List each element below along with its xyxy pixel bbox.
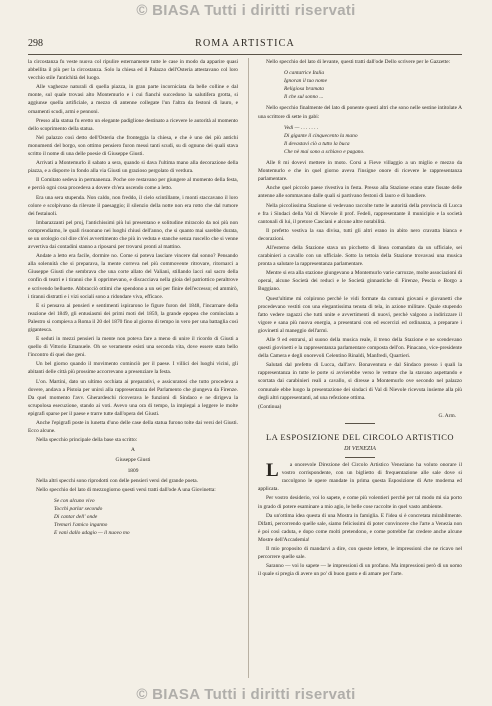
- paragraph: Il mio proposito di mandarvi a dire, con queste lettere, le impressioni che ne ricavo nel percorrere quelle sale.: [258, 545, 462, 561]
- paragraph-text: a onorevole Direzione del Circolo Artistico Veneziano ha voluto onorare il vostro corrispondente, con un biglietto di frequentazione alle sale dove si raccolgono le opere mandate in prima questa Esposizione di Arte moderna ed applicata.: [258, 462, 462, 493]
- left-column: [28, 58, 238, 682]
- paragraph: E seduti in mezzi pensieri la mente non poteva fare a meno di unire il ricordo di Giusti a quello di Vittorio Emanuele. Oh se veramente esisti una seconda vita, dove essere stato bello l'incontro di quei due geni.: [28, 336, 238, 359]
- article-signature: G. Arm.: [438, 412, 456, 419]
- paragraph: Arrivati a Montemurlo il sabato a sera, quando si dava l'ultima mano alla decorazione della piazza, e a disporre in fondo alla via Giusti un grazioso pergolato di verdura.: [28, 160, 238, 175]
- drop-cap: L: [266, 460, 279, 482]
- paragraph: Alle vaghezze naturali di quella piazza, in gran parte incorniciata da belle colline e dal monte, sul quale trovasi alto Montemurlo e i cui fianchi succedono la salutifera grotta, si aggiunse quella artificiale, a mezzo di antenne collegate l'un l'altra da festoni di lauro, e ornamenti scudi, armi e pennoni.: [28, 84, 238, 115]
- paragraph: [258, 461, 462, 493]
- poem-verses: [54, 497, 238, 537]
- poem-line: Ignoran il tuo nome: [284, 78, 327, 85]
- paragraph: la circostanza fu veste nuova col ripulire esternamente tutte le case in modo da apparire quasi abbellita il più per la circostanza. Solo la chiesa ed il Palazzo dell'Osteria attestavano col loro vecchio stile l'antichità del luogo.: [28, 59, 238, 82]
- paragraph: Anche l'epigrafi poste in lunetta d'uno delle case della statua furono tolte dai versi del Giusti. Ecco alcune.: [28, 420, 238, 435]
- paragraph: Nella specchio principale della base sta scritto:: [36, 437, 138, 444]
- poem-verses: [284, 124, 462, 156]
- poem-line: Di cantar dell' onde: [54, 513, 98, 520]
- section-rule: [345, 457, 375, 458]
- paragraph: Per vostro desiderio, voi lo sapete, e come più volentieri perchè per tal modo mi sia porto in grado di potere esaminare a mio agio, le belle cose raccolte in quel vasto ambiente.: [258, 495, 462, 510]
- poem-line: O cantatrice Italia: [284, 70, 325, 77]
- inscription-letter: A: [131, 447, 135, 454]
- poem-line: Il che sul sonno ...: [284, 94, 324, 101]
- poem-line: Tremari l'amico inganno: [54, 522, 108, 529]
- paragraph: All'esterno della Stazione stava un picchetto di linea comandato da un ufficiale, sei carabinieri a cavallo con un ufficiale. Sotto la tettoia della Stazione trovavasi una musica pronta a salutare la rappresentanza parlamentare.: [258, 244, 462, 268]
- page-header: [28, 38, 462, 52]
- paragraph: Nello specchio del lato di mezzogiorno questi versi tratti dall'ode A una Giovinetta:: [36, 486, 216, 493]
- paragraph: Quest'ultime mi colpirono perchè le vidi formate da comuni giovani e giovanetti che procedevano vestiti con una elegantissima tenuta di tela, in azione militare. Quale stupendo fatto vedere ragazzi che tutti unite e avvertimenti di nuovi, perchè valgono a indirizzare il vigore e sana più nuova energia, a presentarsi con ed escercizi ed ordinanza, a preparare i giovinetti al maneggio dell'armi.: [258, 295, 462, 334]
- inscription-year: 1809: [127, 467, 139, 474]
- paragraph: Saranno — voi lo sapete — le impressioni di un profano. Ma impressioni però di un uomo il quale si pregia di avere un po' di buon gusto e di amare per l'arte.: [258, 563, 462, 578]
- watermark-bottom: © BIASA Tutti i diritti riservati: [136, 686, 356, 703]
- paragraph: Nel palazzo così detto dell'Osteria che fronteggia la chiesa, e che è uno dei più antichi monumenti del borgo, son ottimo pensiero furon messi tanti scudi, su di ognuno dei quali stava scritto il nome di una delle poesie di Giuseppe Giusti.: [28, 134, 238, 158]
- inscription-name: Giuseppe Giusti: [115, 457, 151, 464]
- paragraph: Nello specchio finalmente del lato di ponente questi altri che sono nelle sestine intitolate A una scrittore di sette in gabi:: [258, 105, 462, 120]
- poem-line: Di gigante il cinquecento la mano: [284, 132, 358, 139]
- paragraph: Il Comitato sedeva in permanenza. Poche ore restavano per giungere al momento della festa, e perciò ogni cosa procedeva a dovere ch'era uscendo come a letto.: [28, 177, 238, 192]
- section-rule: [345, 423, 375, 424]
- paragraph: E si pensava ai pensieri e sentimenti ispirarono le figure furon del 1848, l'incarnare della reazione del 1849, gli entusiasmi dei primi moti del 1859, la grande epopea che cominciata a Palestro si compieva a Roma il 20 del 1870 fino al giorno di tempo in vero per una battaglia così gigantesca.: [28, 302, 238, 333]
- paragraph: Nella piccolissima Stazione si vedevano raccolte tutte le autorità della provincia di Lucca e fra i Sindaci della Val di Nievole il prof. Fedeli, rappresentante il municipio e la società cantonali di lui, il pretore Casciani e alcune altre notabilità.: [258, 202, 462, 225]
- paragraph: Mentre si era alla stazione giungevano a Montemurlo varie carrozze, molte associazioni di operai, alcune Società dei reduci e le Società ginnastiche di Firenze, Pescia e Borgo a Buggiano.: [258, 270, 462, 293]
- poem-line: Vedi — . . . . . . .: [284, 124, 319, 131]
- poem-verses: [284, 69, 462, 101]
- poem-line: Se con alcuno vivo: [54, 497, 95, 504]
- paragraph: Presso alla statua fu eretto un elegante padiglione destinato a ricevere le autorità al momento dello scoprimento della statua.: [28, 117, 238, 132]
- poem-line: Che nè mai sono a schiavo e pagano.: [284, 148, 365, 155]
- poem-line: Tocchi parlar secondo: [54, 505, 103, 512]
- column-divider: [248, 58, 249, 678]
- paragraph: Da un'ottima idea questa di una Mostra in famiglia. E l'idea si è concretata mirabilmente. Difatti, percorrendo quelle sale, siamo felicissimi di poter convincere che l'arte a Venezia non è poi così caduta, e dopo come molti pretendono, e come potrebbe far credere anche alcune Mostre dell'Accademia!: [258, 512, 462, 543]
- paragraph: Era una sera stupenda. Non caldo, non freddo, il cielo scintillante, i monti staccavano il loro colore e scolpivano da rilevate il paesaggio; il silenzio della notte non era rotto che dal rumore dei festaiuoli.: [28, 194, 238, 217]
- watermark-top: © BIASA Tutti i diritti riservati: [136, 2, 356, 19]
- paragraph: Salutati dal prefetto di Lucca, dall'avv. Bonaventura e dal Sindaco presso i quali la rappresentanza in tutte le porte si avvierebbe verso le vetture che la stavano aspettando e scortata dai carabinieri reali a cavallo, si diresse a Montemurlo ove secondo nel palazzo comunale ebbe luogo la presentazione dei sindaci di Val di Nievole ricevuta insieme alla più degli altri rappresentanti, ad una refezione ottima.: [258, 362, 462, 401]
- poem-line: Religiosa bramata: [284, 86, 324, 93]
- paragraph: Il prefetto vestiva la sua divisa, tutti gli altri erano in abito nero cravatta bianca e decorazioni.: [258, 227, 462, 242]
- right-column: [258, 58, 462, 682]
- paragraph: L'on. Martini, dato un ultimo occhiata ai preparativi, e assicuratosi che tutto procedeva a dovere, andava a Pistoia per unirsi alla rappresentanza del Parlamento che giungeva da Firenze. Da quel momento l'avv. Gherardeschi ricoverava le funzioni di Sindaco e ne dirigeva la scrupolosa esecuzione, stando ai voti. Avevo una ora di tempo, la impiegai a leggere le molte epigrafi sparse per il paese e trarre tutte dall'opera del Giusti.: [28, 378, 238, 417]
- paragraph: Alle 9 ed entrarsi, al suono della musica reale, il treno della Stazione e ne scendevano questi giovinetti e la rappresentanza parlamentare composta dell'on. Pinacano, vice-presidente della Camera e degli onorevoli Celentino Rinaldi, Manfredi, Quartieri.: [258, 337, 462, 360]
- paragraph: Andate a letto era facile, dormire no. Come si poteva lasciare vincere dal sonno? Pensando alla solennità che si preparava, la mente correva nel più commovente ritrovare, ritornarci a Giuseppe Giusti che sembrava che una corte allato del Valiani, stillando lacci sul sacro della confin di teatri e i tiranni che li opprimevano, e discacciava nella gioia del patriottico peraltrove e scrivendo belluette. Abbracciò ottimi che spendono a un sei per finire dell'eccesso; ed ammirò, i tiranni distratti e i vizi sociali sono a ridondare viva, efficace.: [28, 253, 238, 300]
- paragraph: Nello specchio del lato di levante, questi tratti dall'ode Dello scrivere per le Gazzette:: [266, 59, 451, 65]
- paragraph: Anche quel piccolo paese rivestiva in festa. Presso alla Stazione erano state fissate delle antenne alle sommavano dalle quali si partivano festoni di lauro e di bandiere.: [258, 185, 462, 200]
- continua-note: (Continua): [258, 403, 282, 410]
- paragraph: Un bel giorno quando il movimento cominciò per il paese. I villici dei luoghi vicini, gli abitanti delle città più prossime accorrevano a presenziare la festa.: [28, 361, 238, 376]
- running-title: ROMA ARTISTICA: [195, 38, 295, 49]
- page-number: 298: [28, 38, 43, 49]
- header-rule: [28, 54, 462, 55]
- paragraph: Alle 8 mi dovevi mettere in moto. Corsi a Fieve villaggio a un miglio e mezzo da Montemurlo e che in quel giorno aveva l'insigne onore di ricevere le rappresentanza parlamentare.: [258, 160, 462, 183]
- section-subtitle: DI VENEZIA: [344, 445, 376, 452]
- paragraph: Imbarazzanti pel proj, l'antichissimi più lui presentano e solitudine miracolo da noi più non comprendiamo, le quali risuonano nei luoghi chiusi dell'anno, che si quanto mai sarebbe durata, se un orologio col dire ch'ei avvertimento che più in veduta e stanche senza ruscello che si venne avvertiva dai contadini stanno a riposarsi per trovarsi pronti al mattino.: [28, 219, 238, 251]
- section-title: LA ESPOSIZIONE DEL CIRCOLO ARTISTICO: [265, 431, 455, 442]
- poem-line: E vani dallo adagio — il nuovo mo: [54, 530, 130, 537]
- poem-line: Il devastavi ciò a tutto la buca: [284, 140, 350, 147]
- paragraph: Nella altri specchi sono riprodotti con delle pensieri versi del grande poeta.: [36, 477, 198, 484]
